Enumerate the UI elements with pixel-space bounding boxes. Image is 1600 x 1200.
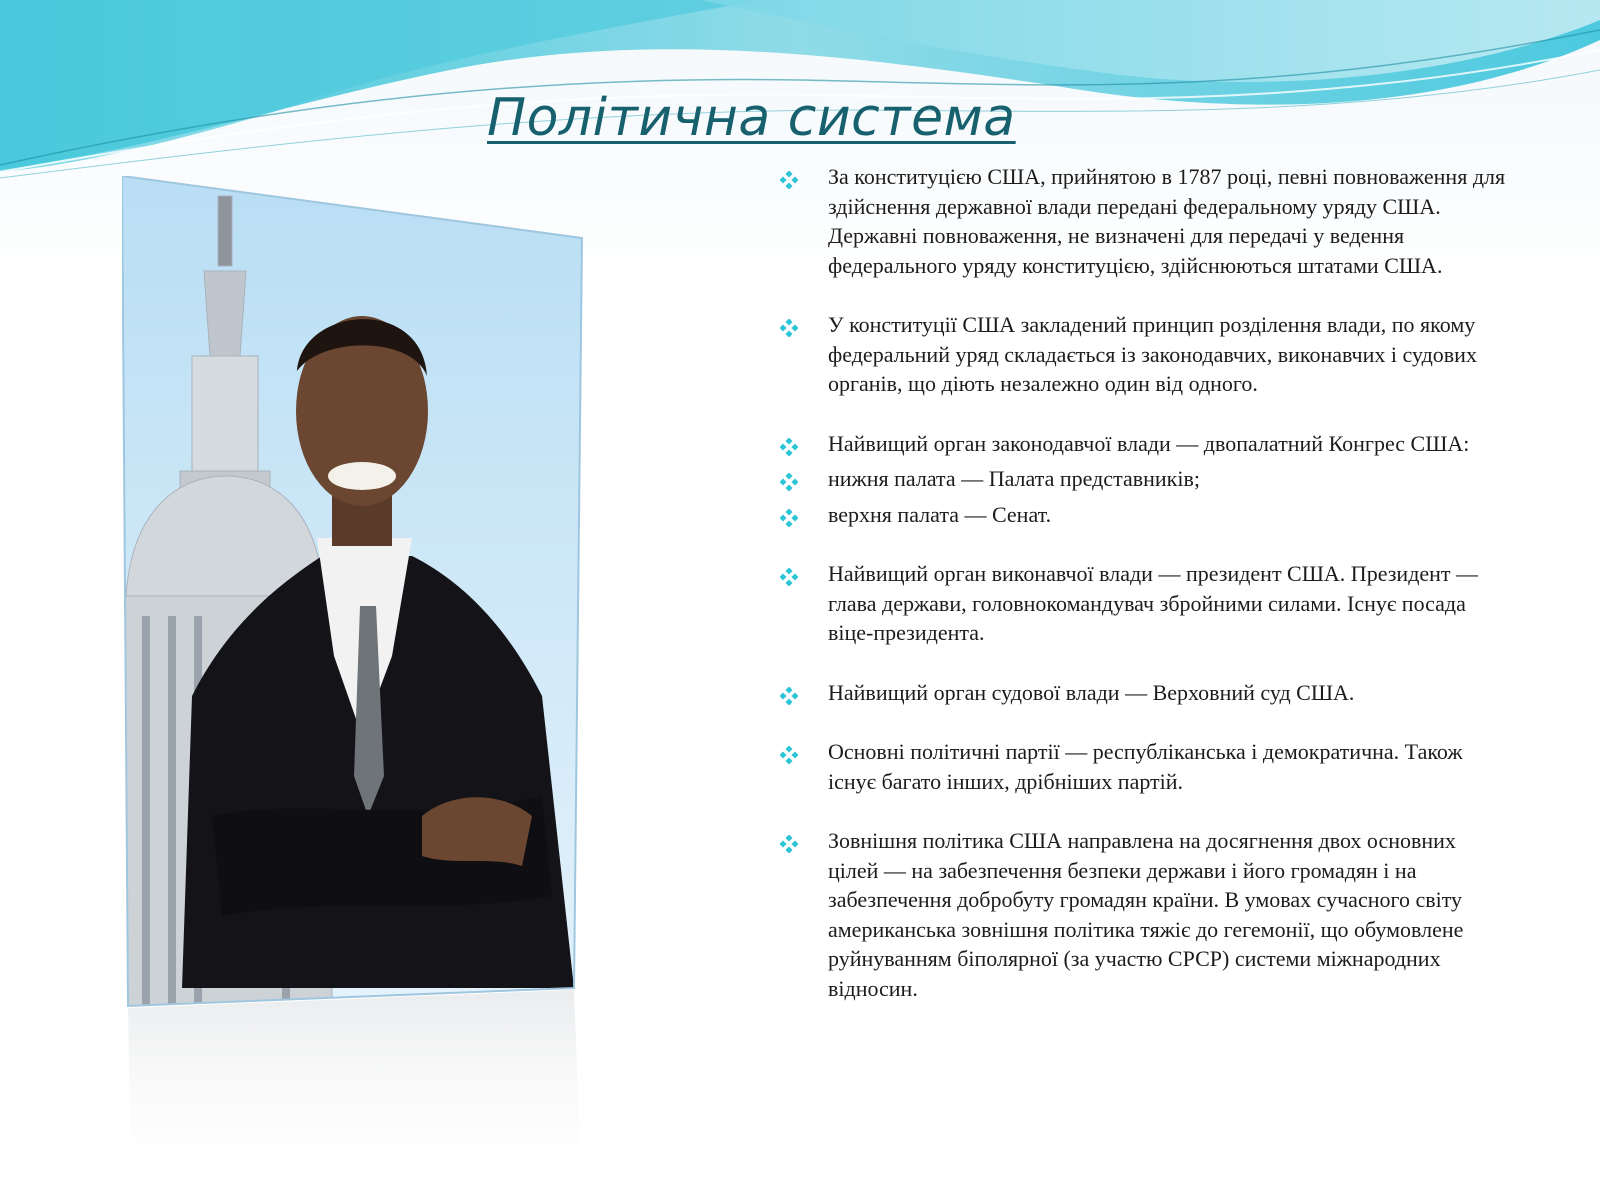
four-diamond-bullet-icon: [780, 687, 798, 705]
four-diamond-bullet-icon: [780, 568, 798, 586]
four-diamond-bullet-icon: [780, 473, 798, 491]
list-item-text: верхня палата — Сенат.: [828, 501, 1052, 527]
four-diamond-bullet-icon: [780, 835, 798, 853]
list-item-text: Зовнішня політика США направлена на досягнення двох основних цілей — на забезпечення безпеки держави і його громадян і на забезпечення добробуту громадян країни. В умовах сучасного світу американська зовнішня політика тяжіє до гегемонії, що обумовлене руйнуванням біполярної (за участю СРСР) системи міжнародних відносин.: [828, 828, 1464, 1001]
four-diamond-bullet-icon: [780, 438, 798, 456]
four-diamond-bullet-icon: [780, 319, 798, 337]
list-item-text: Найвищий орган судової влади — Верховний суд США.: [828, 679, 1355, 705]
slide-title: Політична система: [487, 88, 1016, 148]
list-item: [780, 826, 1510, 1003]
list-item: [780, 559, 1510, 648]
four-diamond-bullet-icon: [780, 746, 798, 764]
list-item: [780, 429, 1510, 459]
list-item-text: За конституцією США, прийнятою в 1787 році, певні повноваження для здійснення державної влади передані федеральному уряду США. Державні повноваження, не визначені для передачі у ведення федерального уряду конституцією, здійснюються штатами США.: [828, 164, 1506, 278]
portrait-photo: [122, 176, 598, 1200]
list-item-text: Найвищий орган виконавчої влади — президент США. Президент — глава держави, головнокомандувач збройними силами. Існує посада віце-президента.: [828, 561, 1479, 645]
list-item: [780, 500, 1510, 530]
list-item: [780, 162, 1510, 280]
four-diamond-bullet-icon: [780, 509, 798, 527]
bullet-list: [780, 162, 1510, 1003]
four-diamond-bullet-icon: [780, 171, 798, 189]
list-item: [780, 464, 1510, 494]
list-item: [780, 737, 1510, 796]
list-item: [780, 678, 1510, 708]
list-item-text: Основні політичні партії — республіканська і демократична. Також існує багато інших, дрібніших партій.: [828, 739, 1463, 794]
list-item-text: нижня палата — Палата представників;: [828, 466, 1200, 491]
list-item-text: Найвищий орган законодавчої влади — двопалатний Конгрес США:: [828, 430, 1470, 456]
list-item: [780, 310, 1510, 399]
list-item-text: У конституції США закладений принцип розділення влади, по якому федеральний уряд складається із законодавчих, виконавчих і судових органів, що діють незалежно один від одного.: [828, 312, 1477, 396]
